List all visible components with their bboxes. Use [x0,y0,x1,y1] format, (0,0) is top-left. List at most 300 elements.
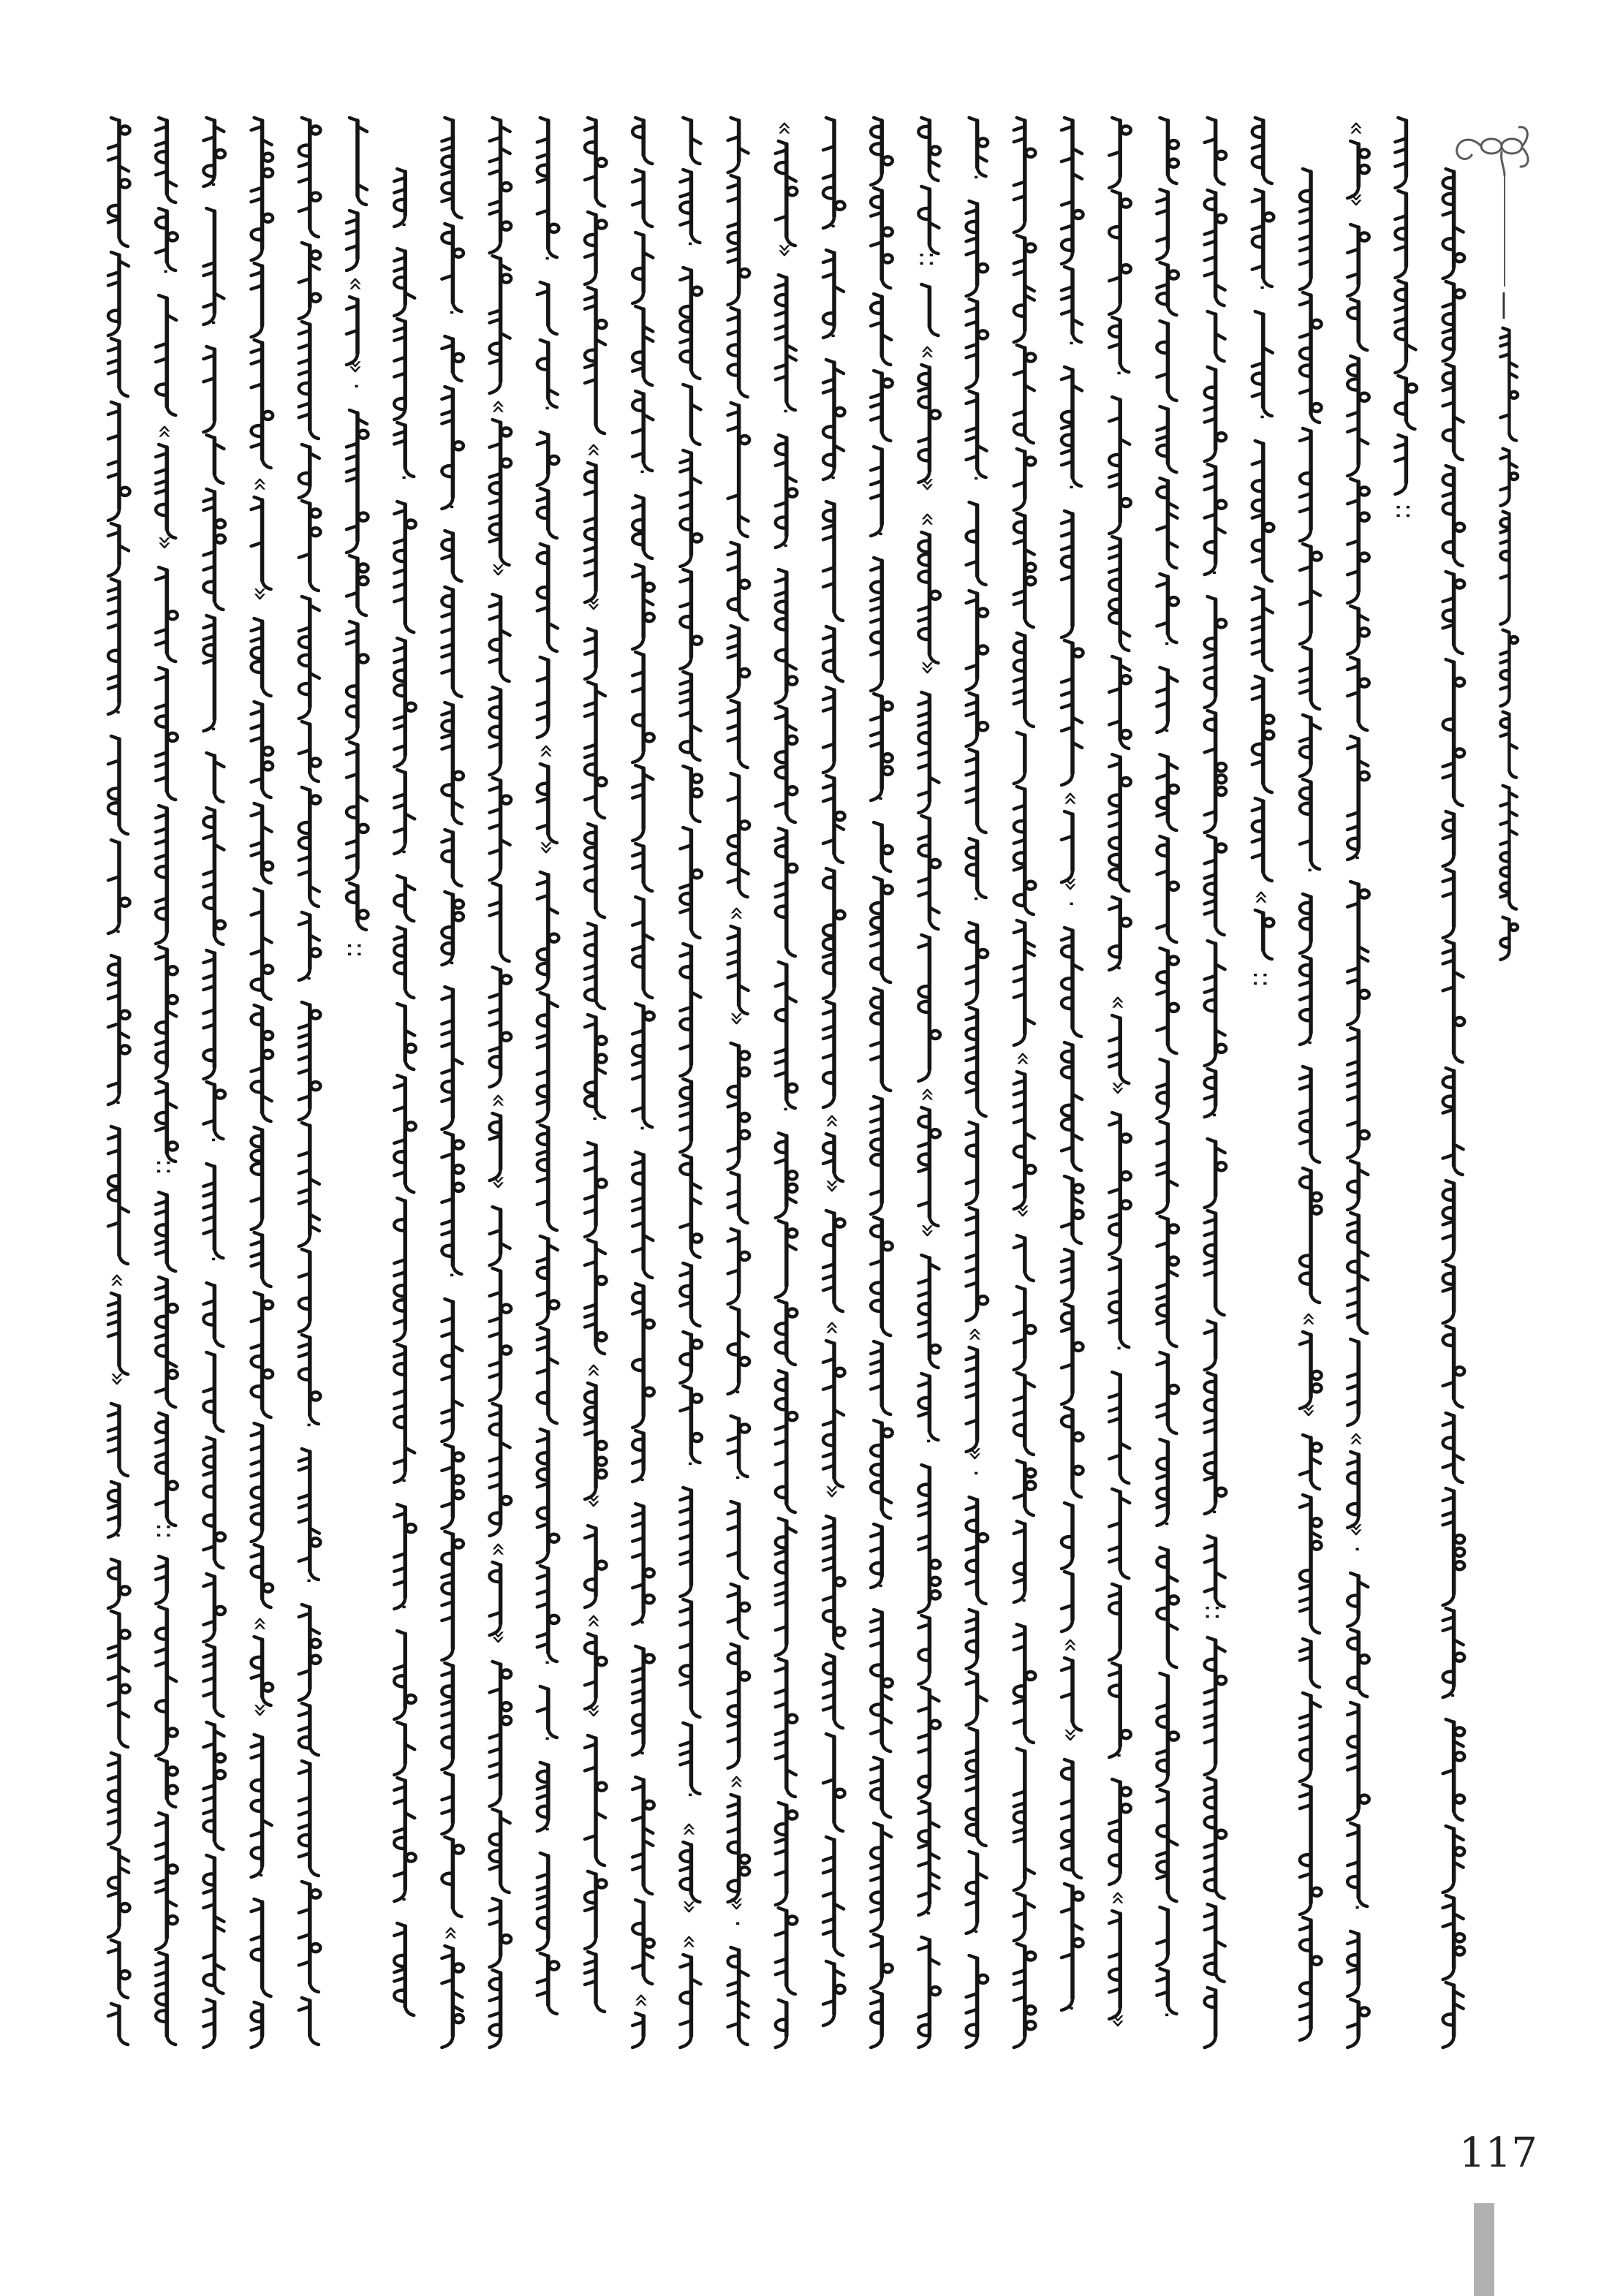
script-word [299,1882,321,1992]
script-word [680,1263,700,1326]
script-word [918,816,940,929]
script-word [490,1562,501,1635]
script-word [251,803,273,883]
comma-mark: · [103,708,132,716]
script-word [585,1383,607,1499]
close-quote-mark: » [1056,1727,1086,1743]
script-word [680,1386,702,1463]
script-word [156,567,178,662]
script-word [1347,479,1369,603]
text-column [1009,118,1038,2047]
script-word [1109,897,1131,970]
script-word [823,1210,845,1311]
script-word [1205,941,1227,1066]
comma-mark: · [1056,900,1086,908]
script-word [918,935,940,1081]
script-word [394,770,415,854]
open-quote-mark: « [151,424,181,439]
script-word [203,1283,223,1346]
script-word [442,531,461,581]
script-word [1157,189,1168,259]
script-word [394,501,416,632]
comma-mark: · [1295,866,1324,874]
script-word [728,403,750,537]
script-word [871,447,882,536]
comma-mark: · [770,1105,800,1113]
script-word [680,944,700,1076]
close-quote-mark: » [341,359,371,374]
comma-mark: · [1104,369,1134,377]
script-word [1062,1176,1083,1243]
open-quote-mark: « [818,1113,847,1129]
comma-mark: · [961,474,991,482]
open-quote-mark: « [246,1616,276,1632]
comma-mark: · [389,1895,419,1903]
open-quote-mark: « [722,1774,752,1789]
script-word [537,1236,559,1325]
script-word [1157,1439,1168,1526]
script-word [871,1341,890,1414]
script-word [585,1871,607,1949]
script-word [299,1604,321,1700]
comma-mark: · [675,1460,705,1468]
script-word [1252,587,1273,670]
swirl-ornament-icon [1457,127,1528,175]
script-word [1347,1629,1369,1697]
script-word [490,1207,510,1265]
script-word [871,371,893,441]
comma-mark: · [1056,483,1086,491]
script-word [1347,1823,1367,1906]
close-quote-mark: » [580,1703,609,1719]
comma-mark: · [103,928,132,936]
text-column [532,118,561,2014]
script-word [1062,1249,1072,1301]
open-quote-mark: « [1056,1637,1086,1653]
script-word [108,2004,128,2045]
script-word [299,322,319,439]
comma-mark: · [627,1618,657,1626]
script-word [1395,281,1415,373]
open-quote-mark: « [1104,995,1134,1010]
script-word [1109,317,1129,372]
script-word [1062,1759,1081,1878]
script-word [728,1644,750,1768]
comma-mark: · [341,382,371,390]
script-word [1205,1536,1225,1607]
script-word [156,1813,178,1950]
body-text [103,118,1467,2047]
script-word [728,1307,750,1394]
script-word [1443,1608,1465,1697]
script-word [1443,1181,1454,1262]
script-word [251,1127,262,1230]
open-quote-mark: « [1056,791,1086,806]
close-quote-mark: » [1104,1080,1134,1096]
script-word [108,402,130,520]
script-word [537,1762,548,1831]
script-word [1157,1121,1177,1213]
script-word [1014,920,1034,1045]
script-word [1062,1884,1083,2010]
script-word [1347,1213,1368,1333]
text-column [103,118,132,2045]
script-word [966,1672,987,1725]
text-column [436,118,466,2047]
close-quote-mark: » [770,243,800,258]
script-word [728,1795,750,1902]
text-column [1247,118,1276,988]
script-word [1205,1637,1227,1775]
script-word [394,1631,416,1719]
script-word [1395,435,1406,494]
script-word [1157,1969,1176,2014]
script-word [108,736,128,834]
script-word [1205,367,1227,461]
text-column [341,118,371,958]
script-word [632,2013,643,2047]
script-word [823,1837,844,1955]
text-column [1390,118,1419,520]
script-word [251,702,273,797]
script-word [1205,1904,1225,1982]
script-word [1347,1999,1369,2047]
script-word [1395,376,1417,429]
script-word [1014,449,1036,510]
script-word [394,319,405,420]
script-word [251,263,262,337]
script-word [442,702,464,824]
script-word [1300,1784,1322,1914]
script-word [728,1043,750,1170]
script-word [1347,1573,1368,1626]
script-word [1347,141,1369,198]
script-word [1062,1407,1083,1497]
script-word [632,306,653,385]
script-word [1062,511,1072,637]
script-word [1347,1702,1369,1820]
script-word [1014,633,1034,727]
script-word [585,629,596,679]
script-word [632,1646,654,1755]
open-quote-mark: « [103,1273,132,1288]
close-quote-mark: » [1104,2013,1134,2028]
script-word [823,1516,845,1648]
open-quote-mark: « [484,1542,514,1557]
script-word [966,1610,977,1669]
script-word [1014,513,1036,627]
script-word [632,496,652,558]
script-word [585,1143,607,1237]
text-column [675,118,704,2047]
script-word [632,844,652,891]
script-word [728,1584,750,1638]
comma-mark: · [389,221,419,229]
script-word [490,778,512,880]
script-word [1157,948,1179,1053]
script-word [680,1079,691,1152]
script-word [1443,1895,1465,1979]
script-word [108,523,129,576]
script-word [680,170,700,243]
script-word [1252,441,1274,581]
script-word [442,1837,464,1917]
comma-mark: · [1151,1520,1181,1528]
script-word [823,1654,843,1728]
script-word [776,1803,798,1905]
script-word [1500,917,1518,960]
comma-mark: · [198,319,228,327]
script-word [299,501,321,591]
script-word [680,450,702,567]
comma-mark: · [580,1115,609,1123]
open-quote-mark: « [531,743,561,759]
script-word [299,1761,319,1876]
script-word [776,2000,787,2047]
script-word [969,118,988,176]
text-column [818,118,847,2026]
script-word [823,1961,845,2026]
text-column [151,118,180,2045]
comma-mark: · [818,222,847,230]
comma-mark: · [770,542,800,550]
close-quote-mark: » [675,1899,705,1914]
script-word [1157,667,1177,732]
close-quote-mark: » [1295,1403,1324,1418]
open-quote-mark: « [627,1993,657,2008]
script-word [874,822,893,871]
script-word [537,1327,558,1423]
script-word [1300,647,1320,709]
script-word [537,340,558,407]
script-word [537,488,557,538]
script-word [585,287,607,433]
script-word [156,1277,178,1407]
script-word [776,962,798,1108]
script-word [966,1122,977,1205]
script-word [394,876,415,921]
script-word [490,1662,512,1806]
script-word [442,892,464,965]
script-word [683,118,700,164]
script-word [156,1192,175,1271]
comma-mark: · [198,181,228,189]
script-word [1500,712,1516,778]
comma-mark: · [866,1582,896,1590]
script-word [1300,1332,1322,1409]
comma-mark: · [389,1603,419,1611]
script-word [203,1999,214,2047]
script-word [1109,1015,1129,1083]
script-word [1500,630,1518,706]
script-word [585,1015,607,1118]
open-quote-mark: « [1104,1890,1134,1906]
script-word [394,927,414,998]
script-word [159,1759,178,1807]
header-title [1500,328,1518,960]
script-word [871,1934,893,1988]
open-quote-mark: « [675,1934,705,1950]
script-word [683,766,702,822]
script-word [537,1125,557,1230]
script-word [206,753,224,802]
script-word [632,564,654,649]
script-word [632,1431,643,1482]
script-word [537,764,557,843]
script-word [251,1423,262,1542]
text-column [1342,121,1372,2047]
script-word [1252,798,1272,881]
script-word [918,365,940,482]
script-word [1157,1059,1168,1118]
script-word [1205,190,1227,306]
full-stop-mark: :: [1246,971,1276,988]
script-word [1395,191,1406,278]
script-word [1157,478,1177,568]
script-word [442,224,464,311]
script-word [680,268,702,379]
script-word [632,1900,654,1984]
comma-mark: · [722,1474,752,1482]
script-word [442,387,464,509]
script-word [728,773,750,897]
script-word [394,1778,416,1901]
script-word [299,1123,319,1246]
script-word [966,1955,988,2047]
script-word [1062,811,1072,882]
open-quote-mark: « [341,276,371,292]
comma-mark: · [866,795,896,803]
script-word [776,1133,798,1218]
script-word [299,1002,321,1120]
script-word [966,749,986,833]
script-word [918,186,939,254]
script-word [394,249,415,316]
script-word [823,501,843,621]
script-word [871,188,893,288]
script-word [1347,606,1369,654]
open-quote-mark: « [246,477,276,492]
script-word [1300,169,1311,289]
script-word [1347,299,1367,350]
comma-mark: · [436,503,466,511]
script-word [776,1371,798,1512]
script-word [823,1734,845,1831]
script-word [156,1556,167,1604]
script-word [1205,1321,1216,1370]
script-word [680,569,702,669]
script-word [1252,189,1274,287]
script-word [299,1703,319,1755]
script-word [1347,657,1369,730]
comma-mark: · [961,1469,991,1477]
script-word [1443,1982,1464,2047]
script-word [203,1855,224,1993]
script-word [966,922,988,1004]
script-word [1109,118,1131,188]
script-word [1347,882,1369,1025]
script-word [871,294,891,365]
full-stop-mark: :: [151,1523,181,1539]
script-word [871,558,882,691]
script-word [966,1007,986,1116]
script-word [632,1284,654,1428]
script-word [347,883,368,930]
script-word [823,626,843,681]
script-word [1014,1287,1036,1370]
script-word [108,252,129,336]
script-word [203,208,224,325]
script-word [1014,1624,1036,1743]
comma-mark: · [1008,1596,1038,1604]
script-word [871,1217,893,1335]
script-word [1062,1658,1081,1730]
script-word [776,1908,798,1994]
script-word [394,1344,415,1482]
script-word [632,1504,654,1624]
close-quote-mark: » [913,477,943,492]
comma-mark: · [770,407,800,415]
script-word [1109,1257,1129,1347]
comma-mark: · [1342,1545,1372,1553]
script-word [728,1416,750,1477]
script-word [776,1221,798,1297]
script-word [871,118,893,185]
script-word [1205,711,1227,833]
script-word [871,1420,893,1518]
header-separator: — [1488,291,1522,320]
open-quote-mark: « [1246,890,1276,905]
script-word [251,1637,273,1705]
script-word [680,827,702,938]
script-word [490,1268,512,1401]
script-word [1157,262,1179,315]
script-word [1252,311,1273,416]
comma-mark: · [1199,1111,1229,1119]
script-word [537,544,558,651]
script-word [347,211,357,270]
script-word [537,282,557,334]
script-word [203,1164,223,1258]
script-word [490,256,512,393]
script-word [680,1488,691,1596]
comma-mark: · [531,404,561,412]
script-word [1347,1161,1368,1210]
script-word [203,1574,225,1642]
script-word [680,1155,702,1257]
script-word [1347,1339,1358,1425]
script-word [156,806,167,944]
script-word [680,672,700,760]
script-word [966,502,986,585]
open-quote-mark: « [580,442,609,458]
script-word [394,1923,414,2015]
open-quote-mark: « [580,1613,609,1629]
script-word [776,1300,798,1365]
script-word [918,1255,940,1368]
close-quote-mark: » [246,586,276,602]
script-word [1014,1521,1025,1602]
text-column [580,118,609,2012]
script-word [1014,787,1036,914]
script-word [1157,1216,1179,1346]
script-word [1109,191,1131,314]
script-word [1252,676,1274,792]
script-word [1300,894,1311,953]
comma-mark: · [1104,1751,1134,1759]
comma-mark: · [198,1255,228,1263]
close-quote-mark: » [580,1493,609,1509]
